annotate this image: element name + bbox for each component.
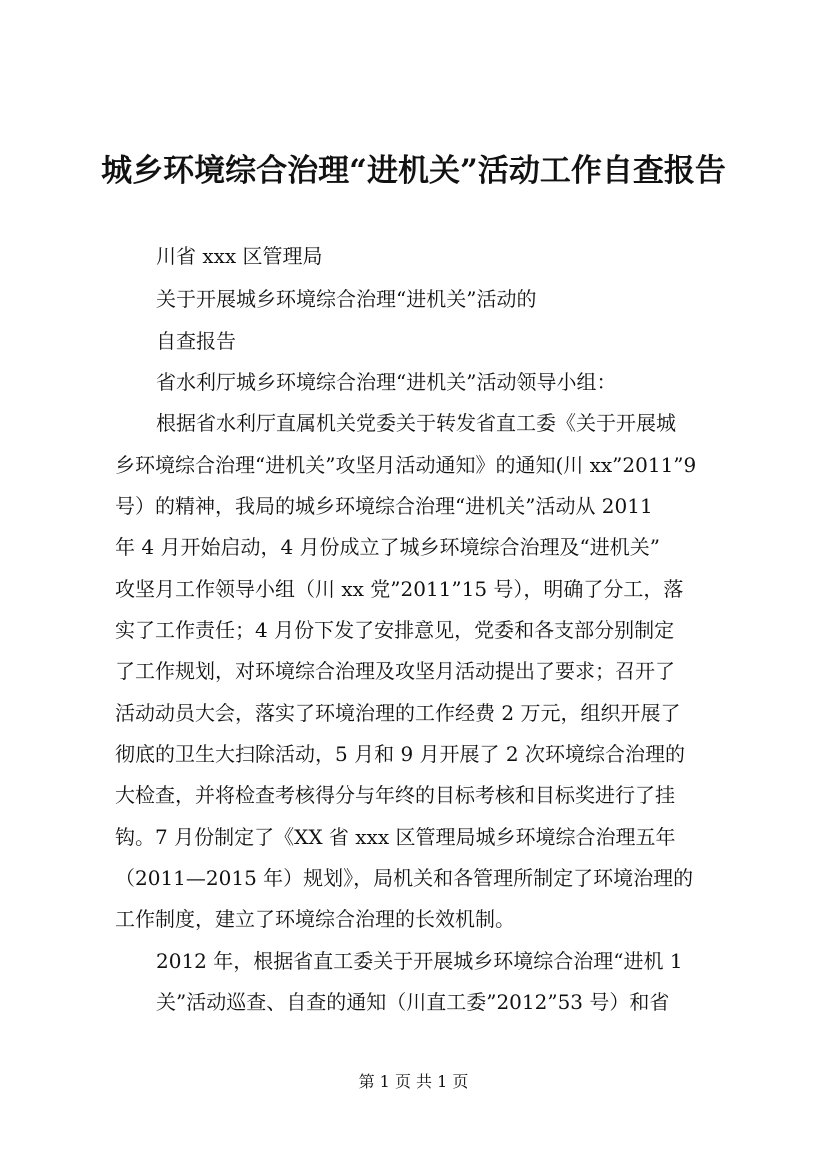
body-line-3: 自查报告	[156, 329, 236, 353]
body-line-5: 根据省水利厅直属机关党委关于转发省直工委《关于开展城	[156, 411, 676, 435]
page-footer: 第 1 页 共 1 页	[358, 1072, 469, 1091]
body-line-15: 钩。7 月份制定了《XX 省 xxx 区管理局城乡环境综合治理五年	[115, 825, 676, 849]
body-line-8: 年 4 月开始启动，4 月份成立了城乡环境综合治理及“进机关”	[115, 535, 660, 559]
page-title: 城乡环境综合治理“进机关”活动工作自查报告	[101, 153, 726, 189]
body-line-12: 活动动员大会，落实了环境治理的工作经费 2 万元，组织开展了	[115, 701, 681, 725]
body-line-18: 2012 年，根据省直工委关于开展城乡环境综合治理“进机 1	[156, 949, 683, 973]
body-line-16: （2011—2015 年）规划》，局机关和各管理所制定了环境治理的	[115, 866, 694, 890]
body-line-9: 攻坚月工作领导小组（川 xx 党”2011”15 号），明确了分工，落	[115, 577, 684, 601]
body-line-6: 乡环境综合治理“进机关”攻坚月活动通知》的通知(川 xx”2011”9	[115, 453, 697, 477]
body-line-2: 关于开展城乡环境综合治理“进机关”活动的	[156, 287, 537, 311]
body-line-17: 工作制度，建立了环境综合治理的长效机制。	[115, 907, 515, 931]
body-line-7: 号）的精神，我局的城乡环境综合治理“进机关”活动从 2011	[115, 494, 653, 518]
body-line-19: 关”活动巡查、自查的通知（川直工委”2012”53 号）和省	[156, 990, 670, 1014]
body-line-1: 川省 xxx 区管理局	[156, 244, 323, 268]
body-line-10: 实了工作责任；4 月份下发了安排意见，党委和各支部分别制定	[115, 618, 675, 642]
body-line-14: 大检查，并将检查考核得分与年终的目标考核和目标奖进行了挂	[115, 783, 675, 807]
body-line-11: 了工作规划，对环境综合治理及攻坚月活动提出了要求；召开了	[115, 659, 675, 683]
body-line-4: 省水利厅城乡环境综合治理“进机关”活动领导小组：	[156, 370, 617, 394]
body-line-13: 彻底的卫生大扫除活动，5 月和 9 月开展了 2 次环境综合治理的	[115, 742, 685, 766]
